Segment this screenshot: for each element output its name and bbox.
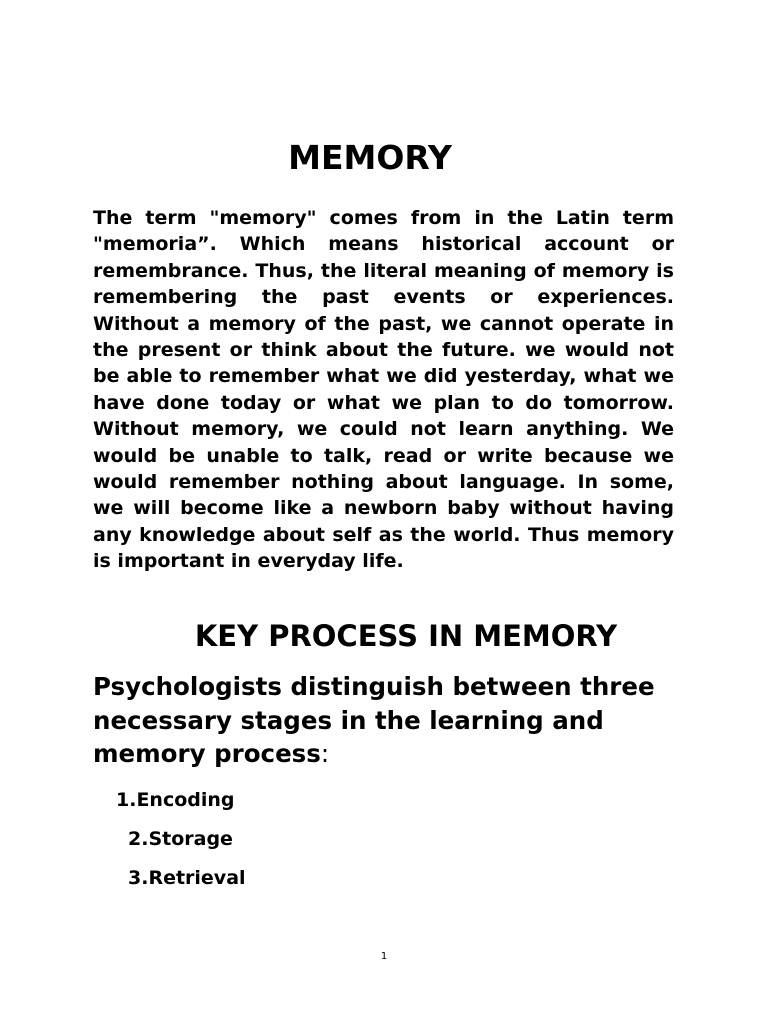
body-paragraph: The term "memory" comes from in the Latin term "memoria”. Which means historical account or remembrance. Thus, the literal meaning of memory is remembering the past events or experiences. Without a memory of the past, we cannot operate in the present or think about the future. we would not be able to remember what we did yesterday, what we have done today or what we plan to do tomorrow. Without memory, we could not learn anything. We would be unable to talk, read or write because we would remember nothing about language. In some, we will become like a newborn baby without having any knowledge about self as the world. Thus memory is important in everyday life. xyxy=(93,207,674,573)
list-item-storage: 2.Storage xyxy=(128,828,233,850)
page-title: MEMORY xyxy=(288,138,452,177)
intro-colon: : xyxy=(320,739,330,768)
intro-text: Psychologists distinguish between three necessary stages in the learning and memory process xyxy=(93,672,655,768)
section-heading: KEY PROCESS IN MEMORY xyxy=(194,619,618,653)
page-number: 1 xyxy=(380,951,388,962)
list-item-retrieval: 3.Retrieval xyxy=(128,867,246,889)
list-item-encoding: 1.Encoding xyxy=(116,789,235,811)
intro-sentence xyxy=(93,670,693,771)
